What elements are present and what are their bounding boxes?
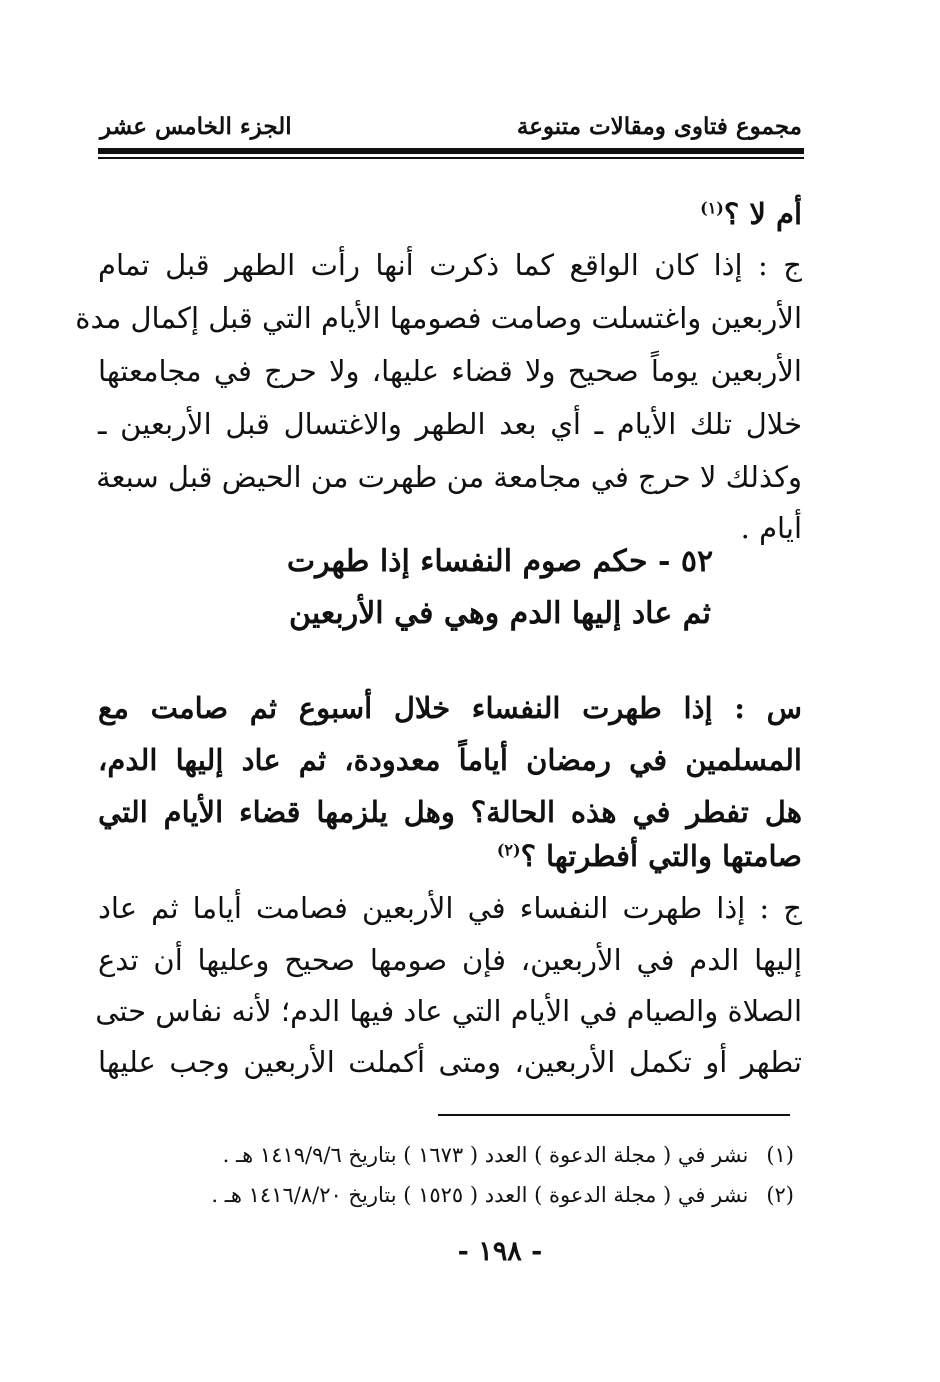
footnote-ref-1: (١) <box>700 198 724 218</box>
footnote-ref-2: (٢) <box>496 840 521 860</box>
header-rule-thick <box>98 148 804 154</box>
section-heading-line-2: ثم عاد إليها الدم وهي في الأربعين <box>289 596 711 631</box>
answer-line: الأربعين يوماً صحيح ولا قضاء عليها، ولا حرج في مجامعتها <box>98 354 802 388</box>
footnote-2 <box>211 1180 794 1210</box>
footnote-number: (١) <box>766 1143 794 1167</box>
question-line: س : إذا طهرت النفساء خلال أسبوع ثم صامت مع <box>98 691 802 725</box>
section-heading-line-1: ٥٢ - حكم صوم النفساء إذا طهرت <box>286 544 714 579</box>
answer-line: وكذلك لا حرج في مجامعة من طهرت من الحيض قبل سبعة <box>96 460 802 494</box>
question-last-line <box>497 836 802 876</box>
running-header-title: مجموع فتاوى ومقالات متنوعة <box>516 113 802 140</box>
question-tail-text: أم لا ؟ <box>723 197 802 231</box>
footnote-text: نشر في ( مجلة الدعوة ) العدد ( ١٥٢٥ ) بتاريخ ١٤١٦/٨/٢٠ هـ . <box>211 1183 749 1207</box>
footnote-text: نشر في ( مجلة الدعوة ) العدد ( ١٦٧٣ ) بتاريخ ١٤١٩/٩/٦ هـ . <box>222 1143 749 1167</box>
footnote-separator <box>438 1114 790 1116</box>
answer2-line: ج : إذا طهرت النفساء في الأربعين فصامت أياما ثم عاد <box>98 891 802 925</box>
answer2-line: إليها الدم في الأربعين، فإن صومها صحيح وعليها أن تدع <box>98 943 802 977</box>
question-line: هل تفطر في هذه الحالة؟ وهل يلزمها قضاء الأيام التي <box>98 795 803 829</box>
answer2-line: تطهر أو تكمل الأربعين، ومتى أكملت الأربعين وجب عليها <box>98 1045 802 1079</box>
answer-line: أيام . <box>740 511 802 545</box>
answer-line: الأربعين واغتسلت وصامت فصومها الأيام التي قبل إكمال مدة <box>75 301 802 335</box>
question-line: المسلمين في رمضان أياماً معدودة، ثم عاد إليها الدم، <box>98 743 802 777</box>
question-tail-line <box>700 194 802 234</box>
answer-line: خلال تلك الأيام ـ أي بعد الطهر والاغتسال قبل الأربعين ـ <box>98 407 802 441</box>
answer2-line: الصلاة والصيام في الأيام التي عاد فيها الدم؛ لأنه نفاس حتى <box>95 994 802 1028</box>
question-line: صامتها والتي أفطرتها ؟ <box>520 839 802 873</box>
footnote-1 <box>223 1140 794 1170</box>
answer-line: ج : إذا كان الواقع كما ذكرت أنها رأت الطهر قبل تمام <box>98 248 802 282</box>
running-header-volume: الجزء الخامس عشر <box>100 113 292 140</box>
footnote-number: (٢) <box>766 1183 794 1207</box>
page-number: - ١٩٨ - <box>457 1236 543 1267</box>
header-rule-thin <box>98 157 804 159</box>
